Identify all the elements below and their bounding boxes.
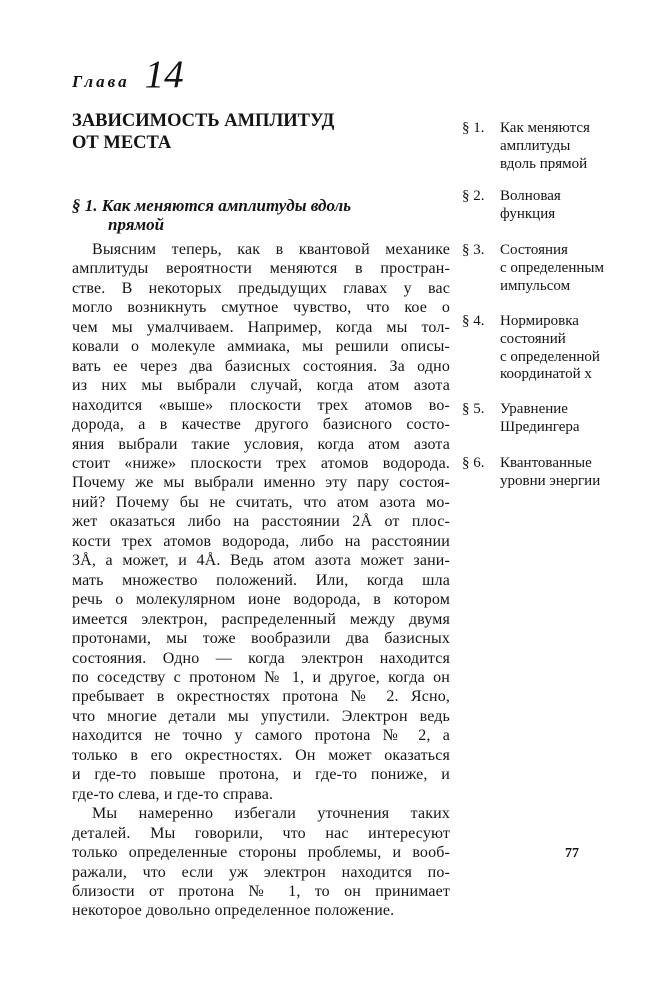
section-heading-line: § 1. Как меняются амплитуды вдоль bbox=[72, 196, 352, 215]
text-line: мать множество положений. Или, когда шла bbox=[72, 571, 450, 589]
text-line: кости трех атомов водорода, либо на расстоянии bbox=[72, 532, 450, 550]
chapter-number: 14 bbox=[144, 53, 184, 96]
text-line: деталей. Мы говорили, что нас интересуют bbox=[72, 824, 450, 842]
body-text bbox=[72, 240, 450, 921]
contents-item-number: § 3. bbox=[462, 242, 485, 258]
text-line: ковали о молекуле аммиака, мы решили описы- bbox=[72, 338, 450, 356]
page-number: 77 bbox=[565, 846, 579, 861]
text-line: яния выбрали такие условия, когда атом азота bbox=[72, 435, 450, 453]
text-line: что многие детали мы упустили. Электрон ведь bbox=[72, 707, 450, 725]
text-line: и где-то повыше протона, и где-то пониже, и bbox=[72, 766, 450, 784]
section-heading-line: прямой bbox=[108, 215, 165, 234]
chapter-title-line: ЗАВИСИМОСТЬ АМПЛИТУД bbox=[72, 111, 335, 131]
text-line: стоит «ниже» плоскости трех атомов водорода. bbox=[72, 454, 450, 472]
text-line: пребывает в окрестностях протона № 2. Ясно, bbox=[72, 688, 450, 706]
chapter-word: Глава bbox=[72, 72, 130, 91]
text-line: Почему же мы выбрали именно эту пару состоя- bbox=[72, 474, 450, 492]
text-line: стве. В некоторых предыдущих главах у вас bbox=[72, 279, 450, 297]
contents-item-line: с определенным bbox=[500, 259, 604, 276]
contents-item-line: с определенной bbox=[500, 348, 600, 365]
text-line: из них мы выбрали случай, когда атом азота bbox=[72, 377, 450, 395]
contents-item-title bbox=[500, 313, 600, 384]
text-line: протонами, мы тоже вообразили два базисных bbox=[72, 630, 450, 648]
contents-item-title bbox=[500, 455, 600, 491]
text-line: амплитуды вероятности меняются в простран- bbox=[72, 260, 450, 278]
contents-item-title bbox=[500, 401, 580, 437]
contents-item-line: амплитуды bbox=[500, 137, 571, 154]
text-line: ний? Почему бы не считать, что атом азота мо- bbox=[72, 493, 450, 511]
text-line: где-то слева, и где-то справа. bbox=[72, 785, 274, 803]
chapter-heading bbox=[72, 52, 184, 97]
contents-item-line: Уравнение bbox=[500, 401, 568, 417]
contents-item-line: импульсом bbox=[500, 277, 571, 294]
section-heading bbox=[72, 196, 450, 234]
contents-item-line: Состояния bbox=[500, 242, 568, 258]
text-line: только определенные стороны проблемы, и вооб- bbox=[72, 844, 450, 862]
contents-item-number: § 4. bbox=[462, 313, 485, 329]
text-line: имеется электрон, распределенный между двумя bbox=[72, 610, 450, 628]
contents-item-line: состояний bbox=[500, 330, 566, 347]
text-line: чем мы умалчиваем. Например, когда мы тол- bbox=[72, 318, 450, 336]
contents-item-number: § 1. bbox=[462, 120, 485, 136]
contents-item-number: § 6. bbox=[462, 455, 485, 471]
contents-item-line: Волновая bbox=[500, 188, 561, 204]
text-line: жет оказаться либо на расстоянии 2Å от плос- bbox=[72, 513, 450, 531]
text-line: могло возникнуть смутное чувство, что кое о bbox=[72, 299, 450, 317]
chapter-title-line: ОТ МЕСТА bbox=[72, 133, 172, 153]
text-line: близости от протона № 1, то он принимает bbox=[72, 882, 450, 900]
text-line: находится не точно у самого протона № 2, а bbox=[72, 727, 450, 745]
text-line: дорода, а в качестве другого базисного состо- bbox=[72, 416, 450, 434]
text-line: Выясним теперь, как в квантовой механике bbox=[92, 241, 450, 258]
text-line: состояния. Одно — когда электрон находится bbox=[72, 649, 450, 667]
contents-item-line: координатой x bbox=[500, 366, 592, 383]
text-line: ражали, что если уж электрон находится по- bbox=[72, 863, 450, 881]
contents-item-line: функция bbox=[500, 205, 556, 222]
paragraph bbox=[72, 240, 450, 804]
contents-item-title bbox=[500, 120, 590, 173]
contents-item-line: Шредингера bbox=[500, 418, 580, 435]
text-line: только в его окрестностях. Он может оказаться bbox=[72, 746, 450, 764]
text-line: находится «выше» плоскости трех атомов во- bbox=[72, 396, 450, 414]
contents-item-line: уровни энергии bbox=[500, 472, 601, 489]
text-line: Мы намеренно избегали уточнения таких bbox=[92, 805, 450, 823]
text-line: речь о молекулярном ионе водорода, в котором bbox=[72, 591, 450, 609]
contents-item-number: § 5. bbox=[462, 401, 485, 417]
contents-item-title bbox=[500, 188, 561, 224]
text-line: 3Å, а может, и 4Å. Ведь атом азота может зани- bbox=[72, 552, 450, 570]
contents-item-number: § 2. bbox=[462, 188, 485, 204]
chapter-title bbox=[72, 110, 334, 154]
text-line: по соседству с протоном № 1, и другое, когда он bbox=[72, 668, 450, 686]
contents-item-line: Как меняются bbox=[500, 120, 590, 136]
paragraph bbox=[72, 804, 450, 921]
text-line: вать ее через два базисных состояния. За одно bbox=[72, 357, 450, 375]
text-line: некоторое довольно определенное положение. bbox=[72, 902, 395, 920]
contents-item-line: вдоль прямой bbox=[500, 155, 588, 172]
contents-item-line: Нормировка bbox=[500, 313, 579, 329]
contents-item-title bbox=[500, 242, 604, 295]
contents-item-line: Квантованные bbox=[500, 455, 592, 471]
